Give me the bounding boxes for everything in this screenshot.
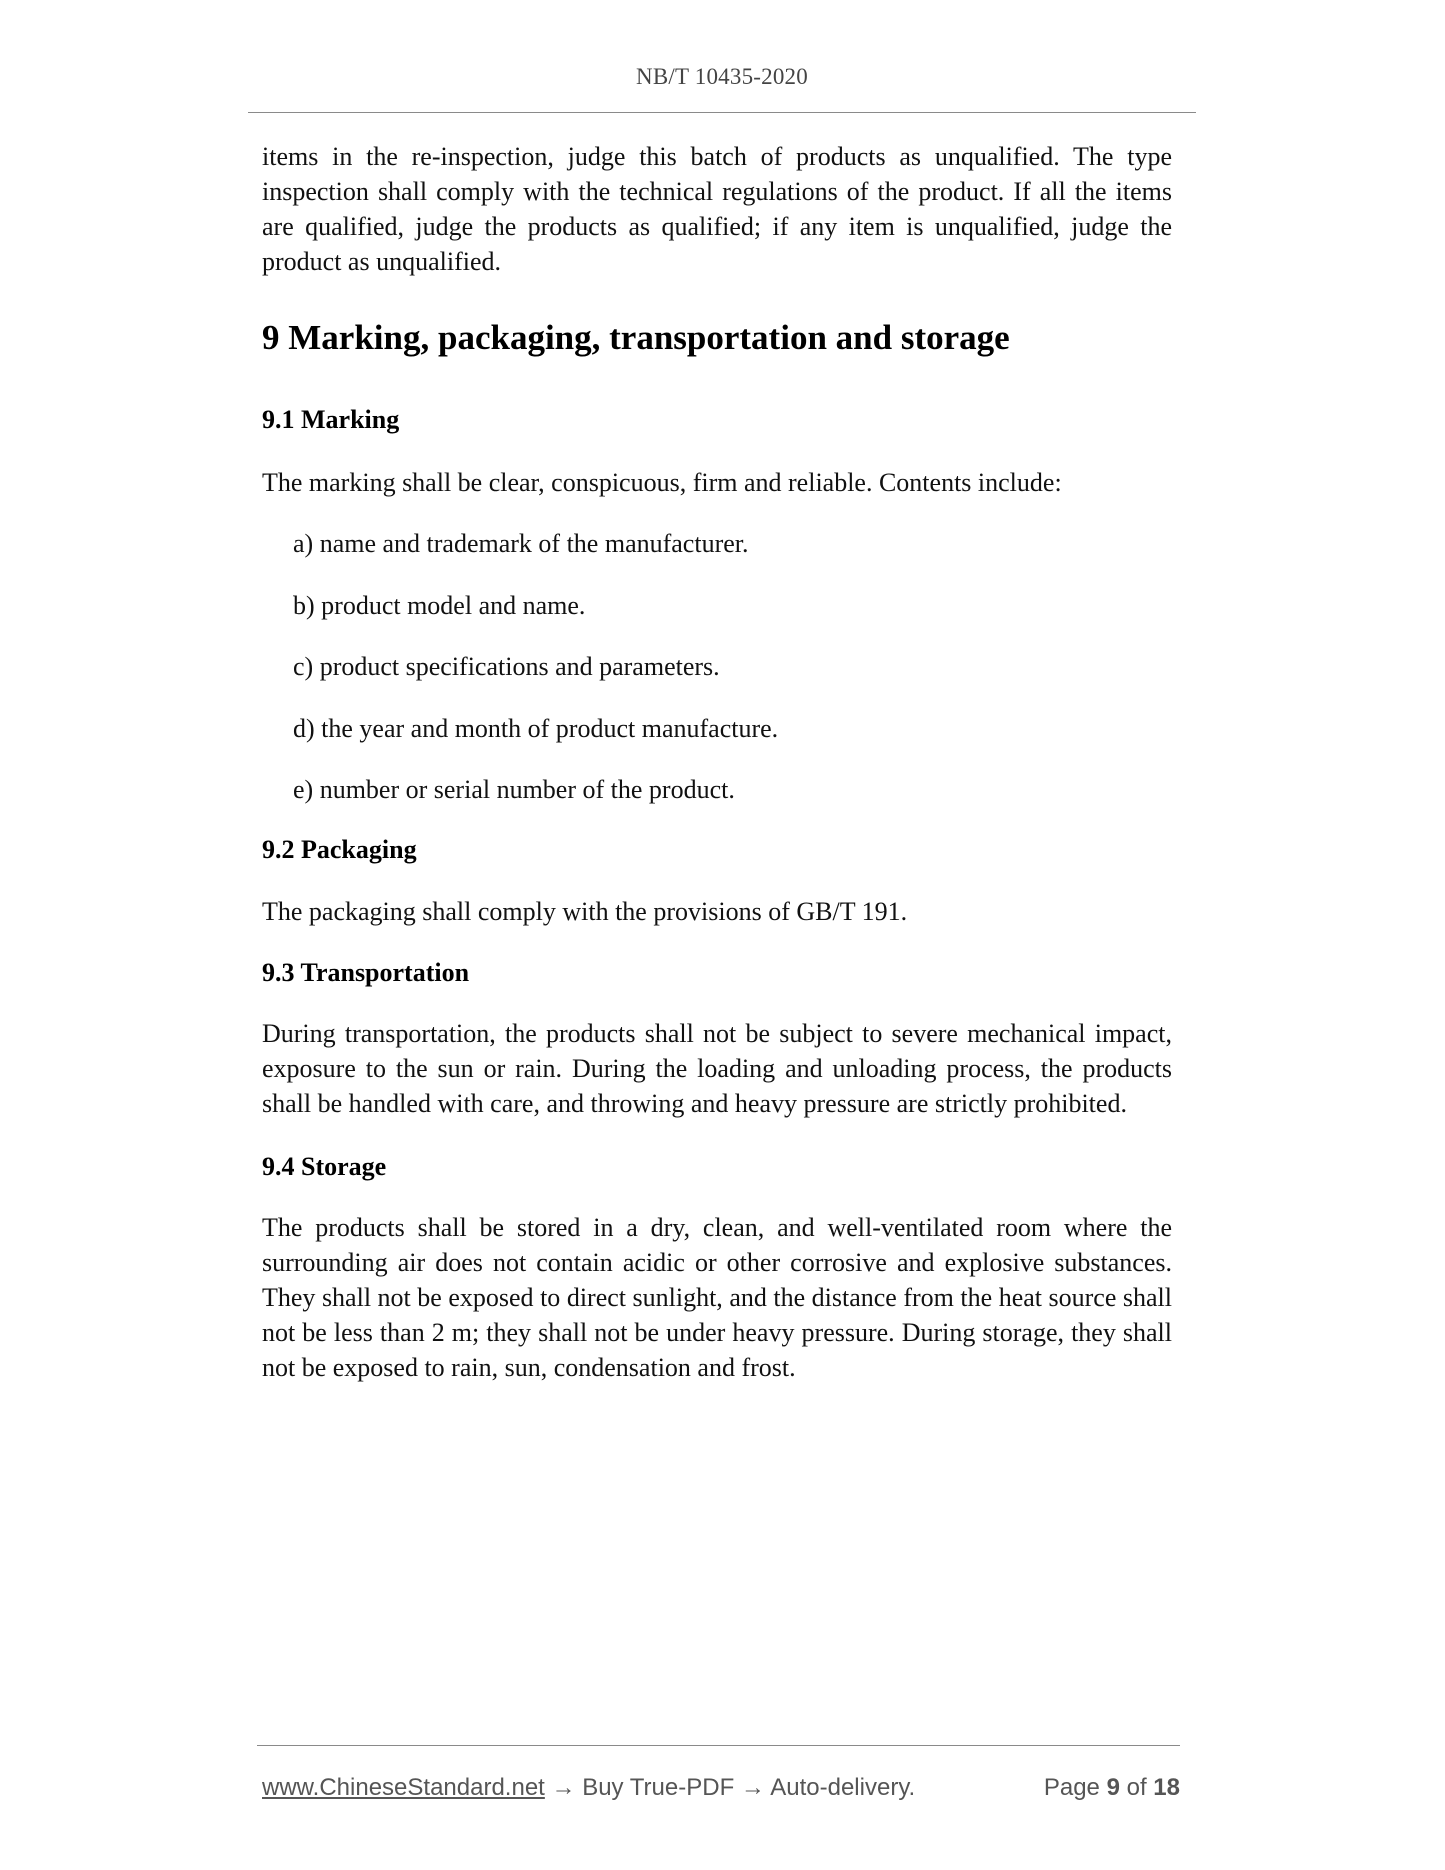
buy-text: Buy True-PDF — [582, 1774, 735, 1801]
transportation-paragraph: During transportation, the products shall not be subject to severe mechanical impact, exposure to the sun or rain. During the loading and unloading process, the products shall be handled with care, and throwing and heavy pressure are strictly prohibited. — [262, 1019, 1172, 1118]
list-item: e) number or serial number of the product. — [293, 775, 735, 804]
subsection-heading-storage: 9.4 Storage — [262, 1152, 387, 1181]
of-label: of — [1126, 1774, 1147, 1801]
footer-promo — [262, 1773, 915, 1803]
total-pages: 18 — [1153, 1774, 1180, 1801]
delivery-text: Auto-delivery. — [770, 1774, 916, 1801]
page-header — [248, 0, 1196, 113]
storage-paragraph: The products shall be stored in a dry, clean, and well-ventilated room where the surrounding air does not contain acidic or other corrosive and explosive substances. They shall not be exposed to direct sunlight, and the distance from the heat source shall not be less than 2 m; they shall not be under heavy pressure. During storage, they shall not be exposed to rain, sun, condensation and frost. — [262, 1213, 1172, 1382]
footer-divider — [257, 1745, 1180, 1746]
list-item: c) product specifications and parameters. — [293, 652, 720, 681]
list-item: b) product model and name. — [293, 591, 586, 620]
arrow-right-icon: → — [551, 1774, 576, 1801]
website-link[interactable]: www.ChineseStandard.net — [262, 1774, 545, 1801]
subsection-heading-transportation: 9.3 Transportation — [262, 958, 470, 987]
page-indicator — [1044, 1773, 1180, 1803]
list-item: a) name and trademark of the manufacturer. — [293, 529, 749, 558]
marking-paragraph: The marking shall be clear, conspicuous, firm and reliable. Contents include: — [262, 468, 1062, 497]
subsection-heading-packaging: 9.2 Packaging — [262, 835, 417, 864]
page-label: Page — [1043, 1774, 1100, 1801]
subsection-heading-marking: 9.1 Marking — [262, 405, 400, 434]
packaging-paragraph: The packaging shall comply with the provisions of GB/T 191. — [262, 897, 908, 926]
page-number: 9 — [1106, 1774, 1120, 1801]
list-item: d) the year and month of product manufacture. — [293, 714, 779, 743]
document-code: NB/T 10435-2020 — [636, 64, 808, 89]
section-heading: 9 Marking, packaging, transportation and storage — [262, 318, 1010, 357]
intro-paragraph: items in the re-inspection, judge this batch of products as unqualified. The type inspection shall comply with the technical regulations of the product. If all the items are qualified, judge the products as qualified; if any item is unqualified, judge the product as unqualified. — [262, 142, 1172, 276]
arrow-right-icon: → — [740, 1774, 765, 1801]
